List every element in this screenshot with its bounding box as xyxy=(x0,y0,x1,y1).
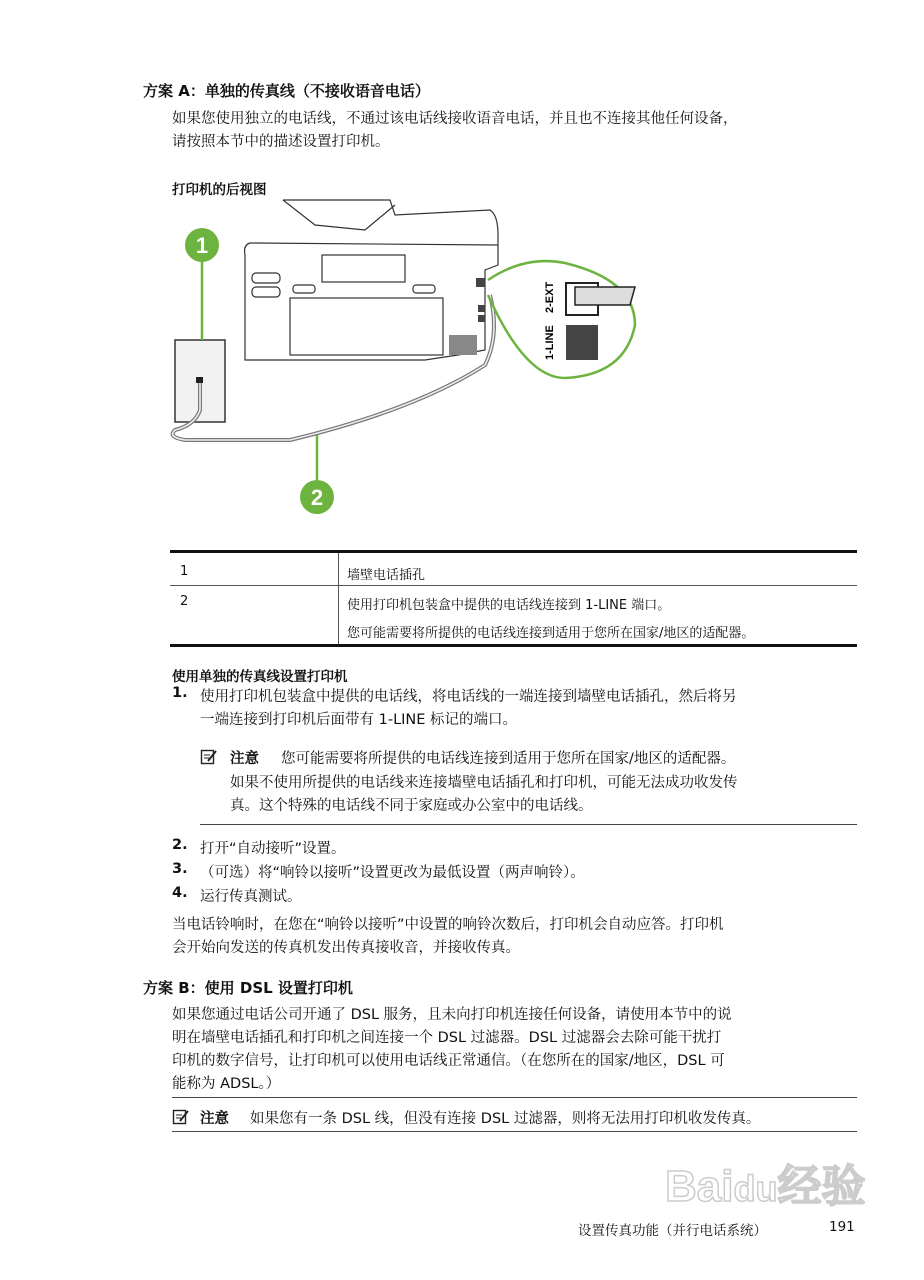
footer-section: 设置传真功能（并行电话系统） xyxy=(578,1223,767,1239)
section-b-intro: 印机的数字信号，让打印机可以使用电话线正常通信。（在您所在的国家/地区，DSL 可 xyxy=(172,1053,725,1069)
table-desc: 您可能需要将所提供的电话线连接到适用于您所在国家/地区的适配器。 xyxy=(347,626,755,641)
note-icon xyxy=(200,748,218,766)
table-num: 2 xyxy=(180,594,189,609)
note-text: 您可能需要将所提供的电话线连接到适用于您所在国家/地区的适配器。 xyxy=(281,751,736,767)
baidu-watermark: Baidu经验 xyxy=(665,1162,866,1211)
svg-text:2: 2 xyxy=(310,485,324,510)
step-text: 使用打印机包装盒中提供的电话线，将电话线的一端连接到墙壁电话插孔，然后将另 xyxy=(200,689,737,705)
section-a-intro-1: 如果您使用独立的电话线，不通过该电话线接收语音电话，并且也不连接其他任何设备， xyxy=(172,111,738,127)
step-text: 打开“自动接听”设置。 xyxy=(200,841,346,857)
section-a-intro-2: 请按照本节中的描述设置打印机。 xyxy=(172,134,390,150)
step-number: 2. xyxy=(172,837,188,853)
svg-text:1-LINE: 1-LINE xyxy=(544,325,556,360)
table-desc: 使用打印机包装盒中提供的电话线连接到 1-LINE 端口。 xyxy=(347,598,671,613)
line-port xyxy=(566,325,598,360)
step-text: 一端连接到打印机后面带有 1-LINE 标记的端口。 xyxy=(200,712,518,728)
note-label: 注意 xyxy=(200,1111,229,1127)
section-b-intro: 明在墙壁电话插孔和打印机之间连接一个 DSL 过滤器。DSL 过滤器会去除可能干扰打 xyxy=(172,1030,722,1046)
step-number: 4. xyxy=(172,885,188,901)
closing-text: 会开始向发送的传真机发出传真接收音，并接收传真。 xyxy=(172,940,520,956)
printer-rear-diagram xyxy=(165,195,645,525)
step-number: 3. xyxy=(172,861,188,877)
figure-title: 打印机的后视图 xyxy=(172,182,267,198)
svg-text:1: 1 xyxy=(195,233,209,258)
procedure-title: 使用单独的传真线设置打印机 xyxy=(172,669,348,685)
note-rule xyxy=(200,824,857,825)
closing-text: 当电话铃响时，在您在“响铃以接听”中设置的响铃次数后，打印机会自动应答。打印机 xyxy=(172,917,724,933)
step-text: 运行传真测试。 xyxy=(200,889,302,905)
page-number: 191 xyxy=(829,1219,855,1235)
power-port xyxy=(449,335,477,355)
section-b-heading: 方案 B：使用 DSL 设置打印机 xyxy=(143,979,353,997)
section-b-intro: 能称为 ADSL。） xyxy=(172,1076,281,1092)
table-bottom-rule xyxy=(170,644,857,647)
note-icon xyxy=(172,1108,190,1126)
table-num: 1 xyxy=(180,564,189,579)
section-b-intro: 如果您通过电话公司开通了 DSL 服务，且未向打印机连接任何设备，请使用本节中的说 xyxy=(172,1007,732,1023)
note-text: 如果您有一条 DSL 线，但没有连接 DSL 过滤器，则将无法用打印机收发传真。 xyxy=(250,1111,761,1127)
table-top-rule xyxy=(170,550,857,553)
step-text: （可选）将“响铃以接听”设置更改为最低设置（两声响铃）。 xyxy=(200,865,585,881)
note-text: 真。这个特殊的电话线不同于家庭或办公室中的电话线。 xyxy=(230,798,593,814)
note-text: 如果不使用所提供的电话线来连接墙壁电话插孔和打印机，可能无法成功收发传 xyxy=(230,775,738,791)
note-label: 注意 xyxy=(230,751,259,767)
svg-text:2-EXT: 2-EXT xyxy=(544,281,556,313)
step-number: 1. xyxy=(172,685,188,701)
section-a-heading: 方案 A：单独的传真线（不接收语音电话） xyxy=(143,82,430,100)
table-desc: 墙壁电话插孔 xyxy=(347,568,426,583)
